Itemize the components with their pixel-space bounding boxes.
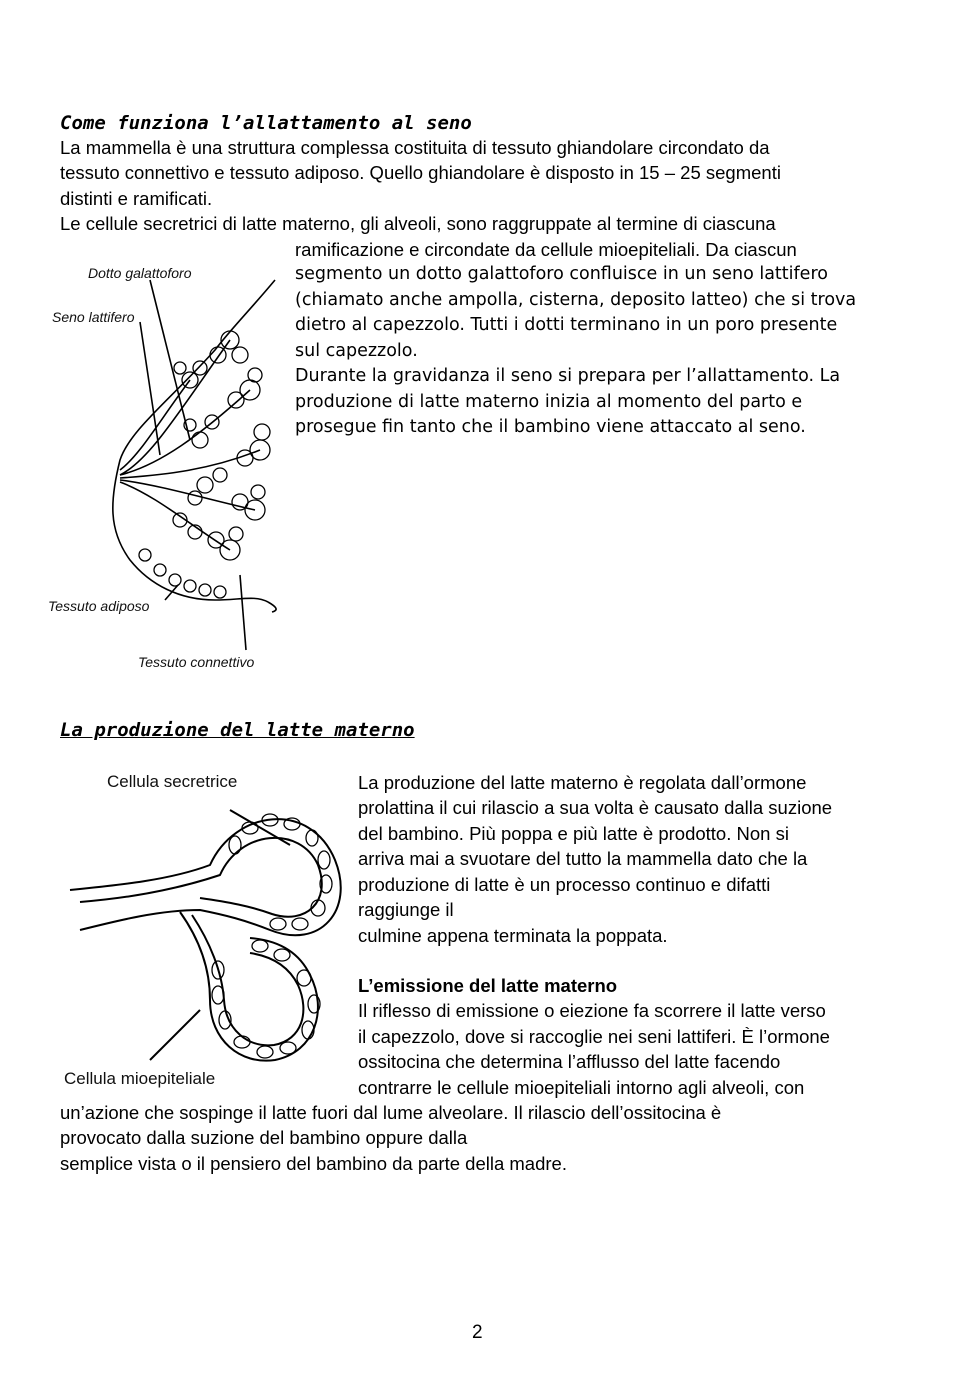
figure-label-sinus: Seno lattifero <box>52 309 135 325</box>
figure-label-secretory-cell: Cellula secretrice <box>107 772 238 791</box>
paragraph-line: il capezzolo, dove si raccoglie nei seni lattiferi. È l’ormone <box>358 1026 830 1047</box>
alveolus-figure <box>60 790 350 1070</box>
paragraph-line: raggiunge il <box>358 899 454 920</box>
paragraph-line: prolattina il cui rilascio a sua volta è causato dalla suzione <box>358 797 833 818</box>
paragraph-line: La mammella è una struttura complessa costituita di tessuto ghiandolare circondato da <box>60 137 770 158</box>
paragraph-line: Le cellule secretrici di latte materno, gli alveoli, sono raggruppate al termine di ciascuna <box>60 213 776 234</box>
figure-label-myoepithelial-cell: Cellula mioepiteliale <box>64 1069 216 1088</box>
paragraph-line: produzione di latte è un processo continuo e difatti <box>358 874 771 895</box>
paragraph-line: segmento un dotto galattoforo confluisce in un seno lattifero <box>295 264 828 284</box>
section-title-milk-production: La produzione del latte materno <box>60 719 415 741</box>
figure-label-duct: Dotto galattoforo <box>88 265 192 281</box>
paragraph-line: dietro al capezzolo. Tutti i dotti terminano in un poro presente <box>295 315 838 335</box>
paragraph-line: provocato dalla suzione del bambino oppure dalla <box>60 1127 468 1148</box>
paragraph-line: semplice vista o il pensiero del bambino da parte della madre. <box>60 1153 567 1174</box>
paragraph-line: contrarre le cellule mioepiteliali intorno agli alveoli, con <box>358 1077 805 1098</box>
paragraph-line: ramificazione e circondate da cellule mioepiteliali. Da ciascun <box>295 239 797 260</box>
breast-anatomy-figure <box>40 240 290 670</box>
figure-label-adipose: Tessuto adiposo <box>48 598 150 614</box>
paragraph-line: ossitocina che determina l’afflusso del latte facendo <box>358 1051 781 1072</box>
paragraph-line: tessuto connettivo e tessuto adiposo. Quello ghiandolare è disposto in 15 – 25 segmenti <box>60 162 781 183</box>
paragraph-line: produzione di latte materno inizia al momento del parto e <box>295 392 803 412</box>
section-title-breastfeeding: Come funziona l’allattamento al seno <box>60 112 472 134</box>
paragraph-line: arriva mai a svuotare del tutto la mammella dato che la <box>358 848 808 869</box>
section-title-milk-ejection: L’emissione del latte materno <box>358 975 618 996</box>
paragraph-line: culmine appena terminata la poppata. <box>358 925 668 946</box>
paragraph-line: La produzione del latte materno è regolata dall’ormone <box>358 772 807 793</box>
figure-label-connective: Tessuto connettivo <box>138 654 255 670</box>
page-number: 2 <box>472 1322 483 1343</box>
paragraph-line: distinti e ramificati. <box>60 188 213 209</box>
paragraph-line: (chiamato anche ampolla, cisterna, deposito latteo) che si trova <box>295 290 857 310</box>
paragraph-line: Il riflesso di emissione o eiezione fa scorrere il latte verso <box>358 1000 826 1021</box>
paragraph-line: un’azione che sospinge il latte fuori dal lume alveolare. Il rilascio dell’ossitocina è <box>60 1102 722 1123</box>
paragraph-line: prosegue fin tanto che il bambino viene attaccato al seno. <box>295 417 806 437</box>
paragraph-line: del bambino. Più poppa e più latte è prodotto. Non si <box>358 823 789 844</box>
paragraph-line: Durante la gravidanza il seno si prepara per l’allattamento. La <box>295 366 841 386</box>
paragraph-line: sul capezzolo. <box>295 341 418 361</box>
